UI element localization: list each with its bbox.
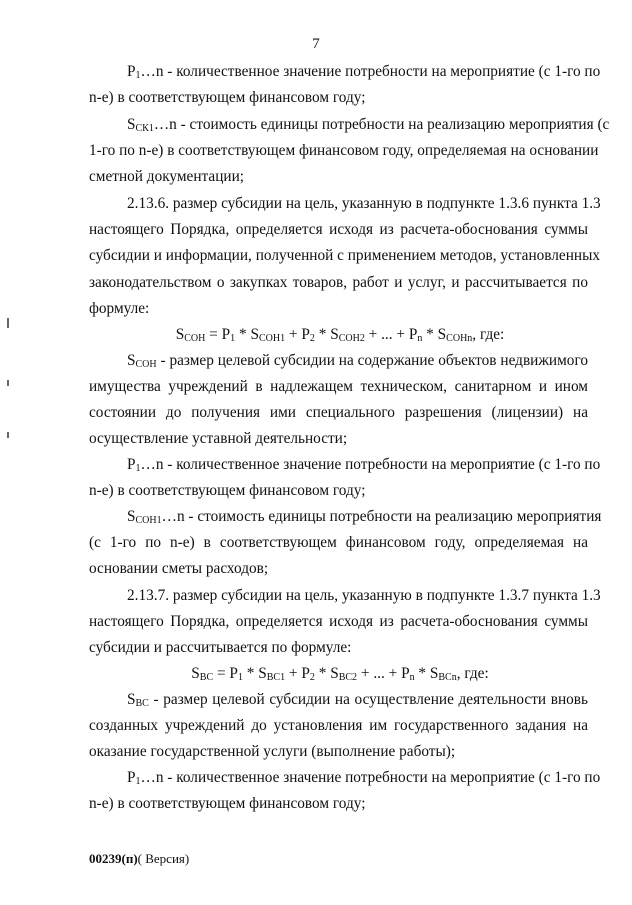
text-line: 2.13.6. размер субсидии на цель, указанную в подпункте 1.3.6 пункта 1.3	[127, 195, 601, 212]
page-number: 7	[312, 36, 320, 52]
footer-version: ( Версия)	[137, 851, 190, 866]
text-line: настоящего Порядка, определяется исходя из расчета-обоснования суммы	[89, 221, 588, 238]
text-line: оказание государственной услуги (выполнение работы);	[89, 743, 456, 760]
text-line: 1-го по n-е) в соответствующем финансовом году, определяемая на основании	[89, 142, 599, 159]
footer-code: 00239(п)	[89, 851, 138, 866]
text-line: $S_{ВС} = P_1 * S_{ВС1} + P_2 * S_{ВС2}$ + ... + $P_n * S_{ВСn}$, где:	[191, 665, 489, 683]
text-line: n-е) в соответствующем финансовом году;	[89, 795, 366, 812]
text-line: состоянии до получения ими специального разрешения (лицензии) на	[89, 404, 588, 421]
text-line: 2.13.7. размер субсидии на цель, указанную в подпункте 1.3.7 пункта 1.3	[127, 587, 601, 604]
text-line: формуле:	[89, 300, 150, 317]
text-line: n-е) в соответствующем финансовом году;	[89, 89, 366, 106]
text-line: $S_{СОН1}\dots n$ - стоимость единицы потребности на реализацию мероприятия	[127, 508, 602, 526]
text-line: n-е) в соответствующем финансовом году;	[89, 482, 366, 499]
text-line: $S_{СК1}\dots n$ - стоимость единицы потребности на реализацию мероприятия (с	[127, 116, 610, 134]
scan-artifact	[7, 380, 9, 386]
text-line: $P_1\dots n$ - количественное значение потребности на мероприятие (с 1-го по	[127, 63, 601, 81]
text-line: субсидии и рассчитывается по формуле:	[89, 639, 352, 656]
text-line: настоящего Порядка, определяется исходя из расчета-обоснования суммы	[89, 613, 588, 630]
text-line: имущества учреждений в надлежащем техническом, санитарном и ином	[89, 378, 588, 395]
text-line: $S_{ВС}$ - размер целевой субсидии на осуществление деятельности вновь	[127, 691, 588, 709]
text-line: $P_1\dots n$ - количественное значение потребности на мероприятие (с 1-го по	[127, 769, 601, 787]
scan-artifact	[7, 432, 9, 438]
text-line: (с 1-го по n-е) в соответствующем финансовом году, определяемая на	[89, 534, 588, 551]
text-line: субсидии и информации, полученной с применением методов, установленных	[89, 247, 601, 264]
scan-artifact	[7, 318, 9, 328]
text-line: $P_1\dots n$ - количественное значение потребности на мероприятие (с 1-го по	[127, 456, 601, 474]
footer	[89, 851, 189, 867]
text-line: основании сметы расходов;	[89, 560, 269, 577]
text-line: сметной документации;	[89, 168, 245, 185]
text-line: созданных учреждений до установления им государственного задания на	[89, 717, 588, 734]
text-line: $S_{СОН} = P_1 * S_{СОН1} + P_2 * S_{СОН2}$ + ... + $P_n * S_{СОНn}$, где:	[175, 326, 505, 344]
text-line: законодательством о закупках товаров, работ и услуг, и рассчитывается по	[89, 274, 588, 291]
text-line: $S_{СОН}$ - размер целевой субсидии на содержание объектов недвижимого	[127, 352, 588, 370]
text-line: осуществление уставной деятельности;	[89, 430, 348, 447]
